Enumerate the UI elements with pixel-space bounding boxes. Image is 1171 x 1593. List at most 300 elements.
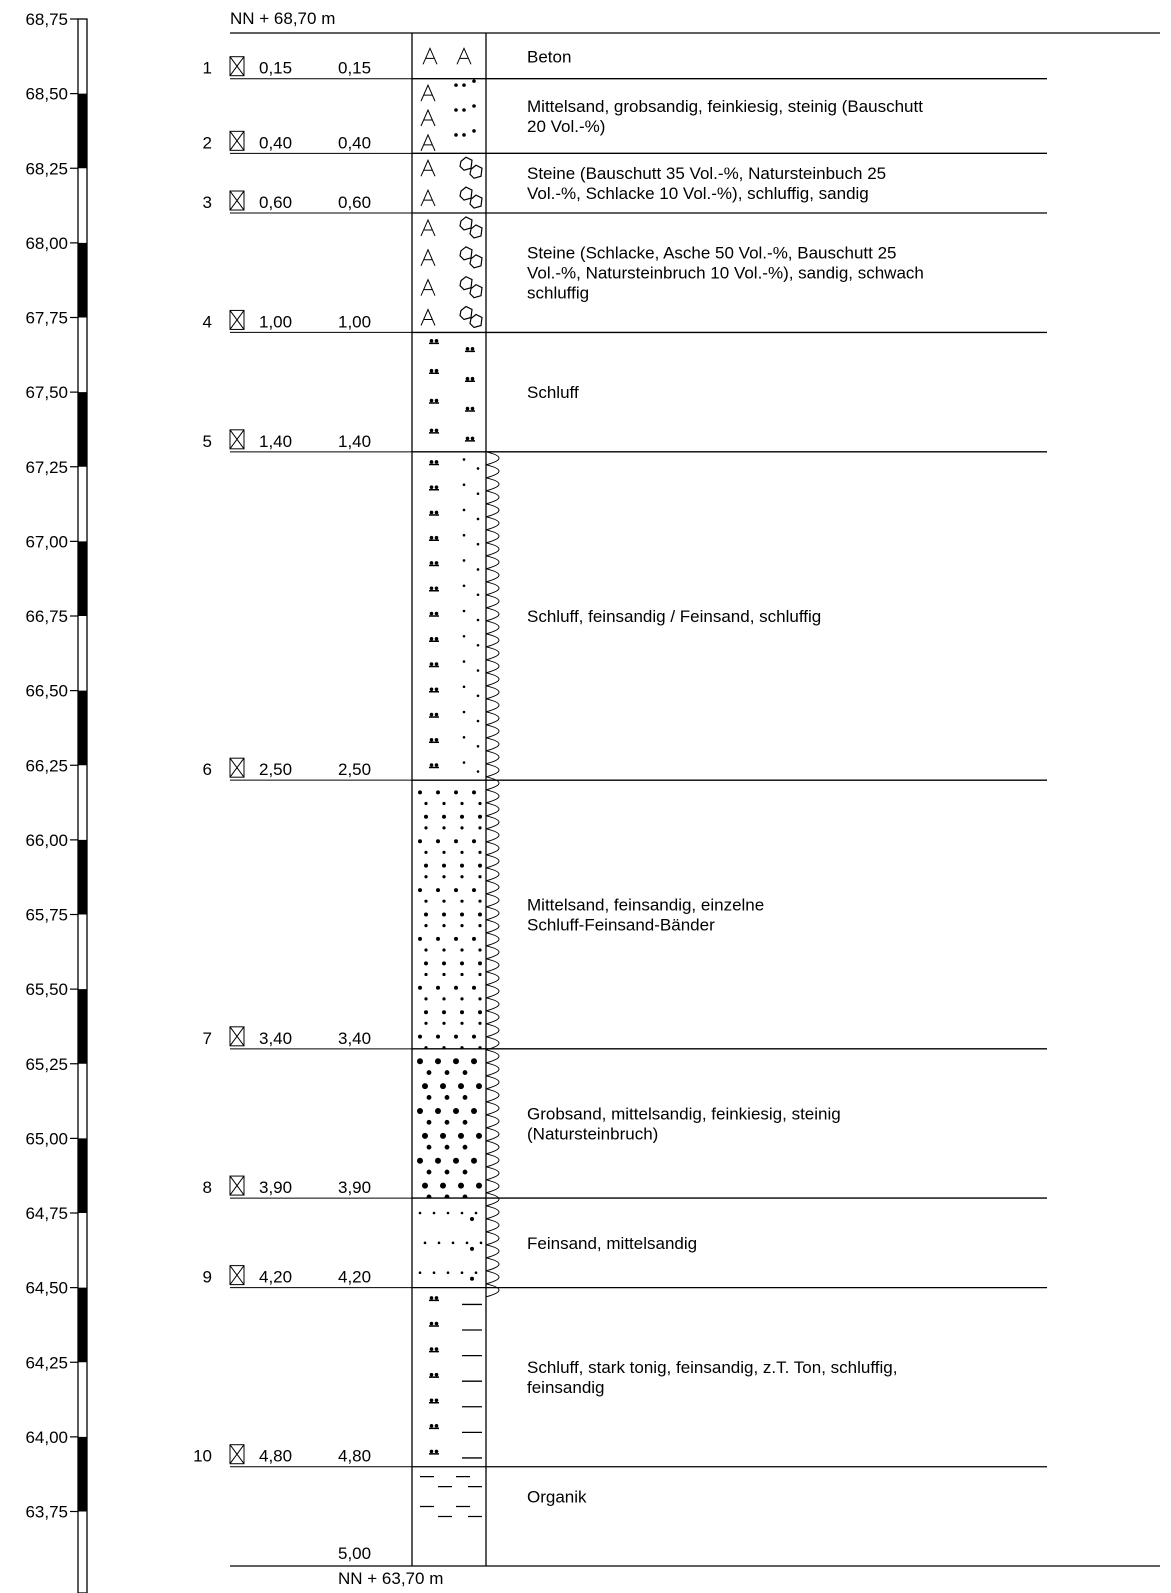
pattern-dot	[442, 973, 445, 976]
pattern-dot	[442, 913, 446, 917]
sample-box-cross	[230, 191, 244, 210]
concrete-mark	[421, 85, 435, 101]
moisture-arc	[486, 543, 499, 556]
sample-number: 9	[202, 1267, 212, 1287]
pattern-dot	[442, 1022, 445, 1025]
pattern-dot	[477, 568, 480, 571]
silt-dot	[471, 437, 475, 441]
sample-box-cross	[230, 430, 244, 449]
pattern-dot	[477, 720, 480, 723]
pattern-dot	[440, 1183, 446, 1189]
silt-dot	[471, 407, 475, 411]
layer-description: Steine (Bauschutt 35 Vol.-%, Natursteinbuch 25	[527, 164, 887, 184]
silt-dot	[430, 1398, 434, 1402]
moisture-arc	[486, 582, 499, 595]
pattern-dot	[424, 826, 427, 829]
pattern-dot	[454, 790, 458, 794]
silt-dot	[435, 429, 439, 433]
pattern-dot	[442, 900, 445, 903]
moisture-arc	[486, 491, 499, 504]
elevation-scale	[25, 10, 87, 1593]
pattern-dot	[447, 1271, 450, 1274]
pattern-dot	[454, 83, 458, 87]
moisture-arc	[486, 569, 499, 582]
pattern-dot	[442, 864, 446, 868]
pattern-dot	[463, 1120, 468, 1125]
pattern-dot	[462, 83, 466, 87]
pattern-dot	[478, 826, 481, 829]
pattern-dot	[427, 1145, 432, 1150]
moisture-arc	[486, 764, 499, 777]
silt-dot	[435, 1373, 439, 1377]
pattern-dot	[435, 1108, 441, 1114]
layer-depth: 1,00	[338, 312, 372, 332]
silt-dot	[430, 1424, 434, 1428]
sample-box-cross	[230, 1445, 244, 1464]
moisture-arc	[486, 790, 499, 803]
moisture-arc	[486, 1232, 499, 1245]
moisture-arc	[486, 1024, 499, 1037]
silt-dot	[435, 485, 439, 489]
pattern-dot	[419, 1271, 422, 1274]
concrete-mark	[421, 250, 435, 266]
pattern-dot	[471, 1058, 477, 1064]
layer-description: Feinsand, mittelsandig	[527, 1233, 698, 1253]
stone-mark	[470, 315, 482, 328]
scale-tick-label: 66,25	[25, 756, 68, 776]
layer-depth: 4,20	[338, 1267, 372, 1287]
pattern-dot	[453, 1158, 459, 1164]
moisture-arc	[486, 686, 499, 699]
silt-dot	[430, 1347, 434, 1351]
pattern-dot	[460, 826, 463, 829]
sample-box-cross	[230, 1176, 244, 1195]
pattern-dot	[427, 1170, 432, 1175]
scale-bar-segment	[78, 541, 87, 616]
silt-dot	[435, 713, 439, 717]
scale-tick-label: 66,00	[25, 830, 68, 850]
moisture-arc	[486, 465, 499, 478]
moisture-arc	[486, 946, 499, 959]
pattern-dot	[475, 1271, 478, 1274]
pattern-dot	[418, 937, 422, 941]
pattern-dot	[460, 900, 463, 903]
layer-depth: 2,50	[338, 760, 372, 780]
pattern-dot	[417, 1058, 423, 1064]
scale-bar-segment	[78, 392, 87, 467]
silt-dot	[466, 407, 470, 411]
layer-description: Vol.-%, Schlacke 10 Vol.-%), schluffig, sandig	[527, 184, 869, 204]
scale-bar-segment	[78, 1288, 87, 1363]
silt-dot	[435, 738, 439, 742]
silt-dot	[430, 511, 434, 515]
moisture-arc	[486, 1141, 499, 1154]
moisture-arc	[486, 1115, 499, 1128]
pattern-dot	[472, 888, 476, 892]
silt-dot	[471, 347, 475, 351]
moisture-arc	[486, 1219, 499, 1232]
pattern-medium-sand	[418, 790, 482, 1049]
pattern-dot	[458, 1133, 464, 1139]
silt-dot	[430, 662, 434, 666]
pattern-dot	[472, 79, 476, 83]
concrete-mark	[423, 48, 437, 64]
scale-tick-label: 64,50	[25, 1278, 68, 1298]
pattern-dot	[463, 736, 466, 739]
sample-number: 10	[193, 1446, 212, 1466]
layer-depth: 0,40	[338, 133, 372, 153]
pattern-dot	[460, 913, 464, 917]
moisture-arc	[486, 1063, 499, 1076]
pattern-dot	[477, 644, 480, 647]
sample-depth: 4,80	[259, 1446, 293, 1466]
pattern-dot	[442, 826, 445, 829]
pattern-dot	[442, 997, 445, 1000]
pattern-dot	[475, 1212, 478, 1215]
concrete-mark	[421, 160, 435, 176]
moisture-arc	[486, 855, 499, 868]
pattern-dot	[454, 937, 458, 941]
silt-dot	[435, 586, 439, 590]
pattern-dot	[478, 900, 481, 903]
scale-tick-label: 67,00	[25, 532, 68, 552]
sample-box-cross	[230, 758, 244, 777]
pattern-dot	[463, 635, 466, 638]
pattern-organic	[420, 1477, 482, 1517]
pattern-dot	[478, 997, 481, 1000]
pattern-dot	[424, 875, 427, 878]
silt-dot	[435, 687, 439, 691]
pattern-dot	[463, 1170, 468, 1175]
pattern-dot	[424, 924, 427, 927]
pattern-dot	[472, 129, 476, 133]
pattern-dot	[454, 1035, 458, 1039]
silt-dot	[430, 369, 434, 373]
pattern-dot	[471, 1108, 477, 1114]
stone-mark	[460, 157, 472, 170]
scale-tick-label: 65,75	[25, 905, 68, 925]
silt-dot	[466, 377, 470, 381]
moisture-arc	[486, 738, 499, 751]
layer-description: Organik	[527, 1487, 587, 1507]
moisture-arc	[486, 816, 499, 829]
pattern-dot	[463, 458, 466, 461]
silt-dot	[430, 612, 434, 616]
sample-depth: 0,60	[259, 193, 293, 213]
pattern-dot	[466, 1242, 469, 1245]
silt-dot	[430, 536, 434, 540]
pattern-dot	[460, 948, 463, 951]
sample-number: 3	[202, 193, 212, 213]
pattern-dot	[477, 694, 480, 697]
silt-dot	[435, 561, 439, 565]
pattern-dot	[477, 593, 480, 596]
scale-bar-segment	[78, 989, 87, 1064]
pattern-dot	[424, 900, 427, 903]
pattern-dot	[445, 1095, 450, 1100]
moisture-arc	[486, 933, 499, 946]
bottom-elevation-label: NN + 63,70 m	[338, 1569, 444, 1588]
pattern-dot	[436, 888, 440, 892]
pattern-dot	[463, 483, 466, 486]
pattern-dot	[424, 1022, 427, 1025]
pattern-concrete	[423, 48, 471, 64]
sample-box-cross	[230, 131, 244, 150]
silt-dot	[435, 1398, 439, 1402]
pattern-dot	[472, 839, 476, 843]
moisture-arc	[486, 725, 499, 738]
stone-mark	[470, 285, 482, 298]
moisture-arc	[486, 1245, 499, 1258]
pattern-dot	[418, 1035, 422, 1039]
pattern-dot	[424, 815, 428, 819]
pattern-dot	[462, 133, 466, 137]
scale-tick-label: 65,25	[25, 1054, 68, 1074]
concrete-mark	[421, 110, 435, 126]
stone-mark	[460, 187, 472, 200]
pattern-dot	[442, 815, 446, 819]
pattern-dot	[476, 1083, 482, 1089]
scale-tick-label: 63,75	[25, 1502, 68, 1522]
moisture-arc	[486, 985, 499, 998]
pattern-dot	[478, 1010, 482, 1014]
sample-number: 2	[202, 133, 212, 153]
silt-dot	[430, 339, 434, 343]
layer-description: (Natursteinbruch)	[527, 1124, 659, 1144]
sample-depth: 3,90	[259, 1178, 293, 1198]
moisture-arc	[486, 1271, 499, 1284]
layer-depth: 4,80	[338, 1446, 372, 1466]
scale-bar-segment	[78, 691, 87, 766]
silt-dot	[430, 1373, 434, 1377]
moisture-arc	[486, 1193, 499, 1206]
pattern-dot	[422, 1083, 428, 1089]
pattern-dot	[477, 492, 480, 495]
moisture-arc	[486, 959, 499, 972]
sample-depth: 1,00	[259, 312, 293, 332]
pattern-rubble-stones	[421, 217, 482, 328]
pattern-dot	[477, 669, 480, 672]
silt-dot	[430, 429, 434, 433]
silt-dot	[435, 1296, 439, 1300]
silt-dot	[430, 586, 434, 590]
silt-dot	[435, 612, 439, 616]
moisture-arc	[486, 868, 499, 881]
pattern-dot	[477, 467, 480, 470]
silt-dot	[435, 536, 439, 540]
stone-mark	[460, 247, 472, 260]
pattern-dot	[477, 518, 480, 521]
pattern-dot	[435, 1158, 441, 1164]
moisture-arc	[486, 1050, 499, 1063]
sample-number: 6	[202, 760, 212, 780]
moisture-arc	[486, 1128, 499, 1141]
pattern-dot	[477, 745, 480, 748]
pattern-dot	[436, 937, 440, 941]
pattern-dot	[424, 973, 427, 976]
pattern-dot	[458, 1183, 464, 1189]
layer-description: Grobsand, mittelsandig, feinkiesig, steinig	[527, 1104, 841, 1124]
pattern-dot	[418, 839, 422, 843]
pattern-fine-sand	[419, 1212, 483, 1281]
silt-dot	[430, 763, 434, 767]
layer-description: Schluff	[527, 383, 579, 403]
pattern-dot	[417, 1108, 423, 1114]
pattern-dot	[424, 864, 428, 868]
scale-tick-label: 67,75	[25, 308, 68, 328]
silt-dot	[435, 1424, 439, 1428]
moisture-arc	[486, 1284, 499, 1297]
pattern-dot	[478, 851, 481, 854]
pattern-dot	[440, 1083, 446, 1089]
silt-dot	[430, 738, 434, 742]
silt-dot	[430, 637, 434, 641]
moisture-arc	[486, 1102, 499, 1115]
stone-mark	[470, 225, 482, 238]
pattern-dot	[463, 1070, 468, 1075]
pattern-dot	[442, 802, 445, 805]
pattern-dot	[454, 133, 458, 137]
concrete-mark	[421, 190, 435, 206]
pattern-dot	[463, 711, 466, 714]
stone-mark	[470, 255, 482, 268]
concrete-mark	[421, 135, 435, 151]
sample-depth: 3,40	[259, 1028, 293, 1048]
pattern-dot	[418, 790, 422, 794]
pattern-dot	[472, 937, 476, 941]
sample-number: 1	[202, 58, 212, 78]
concrete-mark	[421, 280, 435, 296]
moisture-arc	[486, 1154, 499, 1167]
moisture-arc	[486, 1258, 499, 1271]
pattern-coarse-sand	[417, 1058, 482, 1199]
pattern-dot	[480, 1242, 483, 1245]
layer-description: Schluff, feinsandig / Feinsand, schluffig	[527, 607, 822, 626]
pattern-silt	[429, 339, 475, 441]
pattern-dot	[436, 839, 440, 843]
pattern-dot	[460, 961, 464, 965]
moisture-arc	[486, 660, 499, 673]
pattern-dot	[463, 534, 466, 537]
sample-number: 4	[202, 312, 212, 332]
silt-dot	[430, 1450, 434, 1454]
pattern-dot	[438, 1242, 441, 1245]
layer-description: Schluff, stark tonig, feinsandig, z.T. Ton, schluffig,	[527, 1358, 898, 1378]
sample-box-cross	[230, 310, 244, 329]
pattern-dot	[478, 961, 482, 965]
pattern-dot	[463, 660, 466, 663]
silt-dot	[435, 763, 439, 767]
pattern-dot	[424, 802, 427, 805]
moisture-arc	[486, 881, 499, 894]
scale-bar-segment	[78, 1437, 87, 1512]
stone-mark	[460, 277, 472, 290]
silt-dot	[466, 437, 470, 441]
pattern-dot	[477, 619, 480, 622]
pattern-dot	[440, 1133, 446, 1139]
moisture-arc	[486, 777, 499, 790]
pattern-dot	[460, 802, 463, 805]
silt-dot	[430, 460, 434, 464]
pattern-silt-finesand	[429, 458, 479, 773]
scale-tick-label: 67,25	[25, 457, 68, 477]
layer-description: 20 Vol.-%)	[527, 117, 606, 137]
moisture-arc	[486, 712, 499, 725]
pattern-dot	[463, 509, 466, 512]
pattern-dot	[472, 790, 476, 794]
layer-depth: 3,40	[338, 1028, 372, 1048]
pattern-dot	[433, 1271, 436, 1274]
silt-dot	[430, 687, 434, 691]
pattern-dot	[477, 543, 480, 546]
sample-box-cross	[230, 57, 244, 76]
pattern-dot	[477, 770, 480, 773]
sample-depth: 4,20	[259, 1267, 293, 1287]
moisture-arc	[486, 530, 499, 543]
pattern-dot	[478, 913, 482, 917]
pattern-dot	[460, 1022, 463, 1025]
pattern-dot	[460, 997, 463, 1000]
pattern-dot	[470, 1277, 474, 1281]
pattern-dot	[476, 1183, 482, 1189]
pattern-dot	[442, 924, 445, 927]
pattern-dot	[472, 104, 476, 108]
silt-dot	[430, 485, 434, 489]
stone-mark	[470, 195, 482, 208]
pattern-dot	[418, 888, 422, 892]
pattern-dot	[478, 864, 482, 868]
pattern-dot	[424, 913, 428, 917]
pattern-dot	[454, 888, 458, 892]
pattern-dot	[424, 851, 427, 854]
pattern-dot	[462, 108, 466, 112]
layer-depth: 3,90	[338, 1178, 372, 1198]
silt-dot	[430, 399, 434, 403]
pattern-dot	[463, 559, 466, 562]
concrete-mark	[457, 48, 471, 64]
pattern-dot	[478, 948, 481, 951]
scale-bar-segment	[78, 94, 87, 169]
silt-dot	[435, 1322, 439, 1326]
pattern-dot	[478, 973, 481, 976]
pattern-dot	[463, 761, 466, 764]
sample-depth: 0,15	[259, 58, 293, 78]
silt-dot	[435, 460, 439, 464]
layer-rows	[193, 47, 1047, 1506]
pattern-dot	[454, 839, 458, 843]
scale-tick-label: 64,75	[25, 1204, 68, 1223]
silt-dot	[430, 713, 434, 717]
layer-description: Steine (Schlacke, Asche 50 Vol.-%, Bauschutt 25	[527, 243, 897, 263]
silt-dot	[435, 1450, 439, 1454]
pattern-dot	[453, 1058, 459, 1064]
pattern-dot	[442, 1010, 446, 1014]
soil-column-patterns	[417, 48, 499, 1516]
pattern-dot	[470, 1247, 474, 1251]
moisture-arc	[486, 452, 499, 465]
moisture-arc	[486, 647, 499, 660]
scale-bar-segment	[78, 1138, 87, 1213]
pattern-dot	[478, 815, 482, 819]
stone-mark	[470, 165, 482, 178]
moisture-arc	[486, 1011, 499, 1024]
layer-depth: 0,15	[338, 58, 372, 78]
scale-bar-segment	[78, 840, 87, 915]
layer-depth: 1,40	[338, 431, 372, 451]
pattern-dot	[436, 1035, 440, 1039]
layer-depth: 0,60	[338, 193, 372, 213]
scale-tick-label: 64,00	[25, 1427, 68, 1447]
